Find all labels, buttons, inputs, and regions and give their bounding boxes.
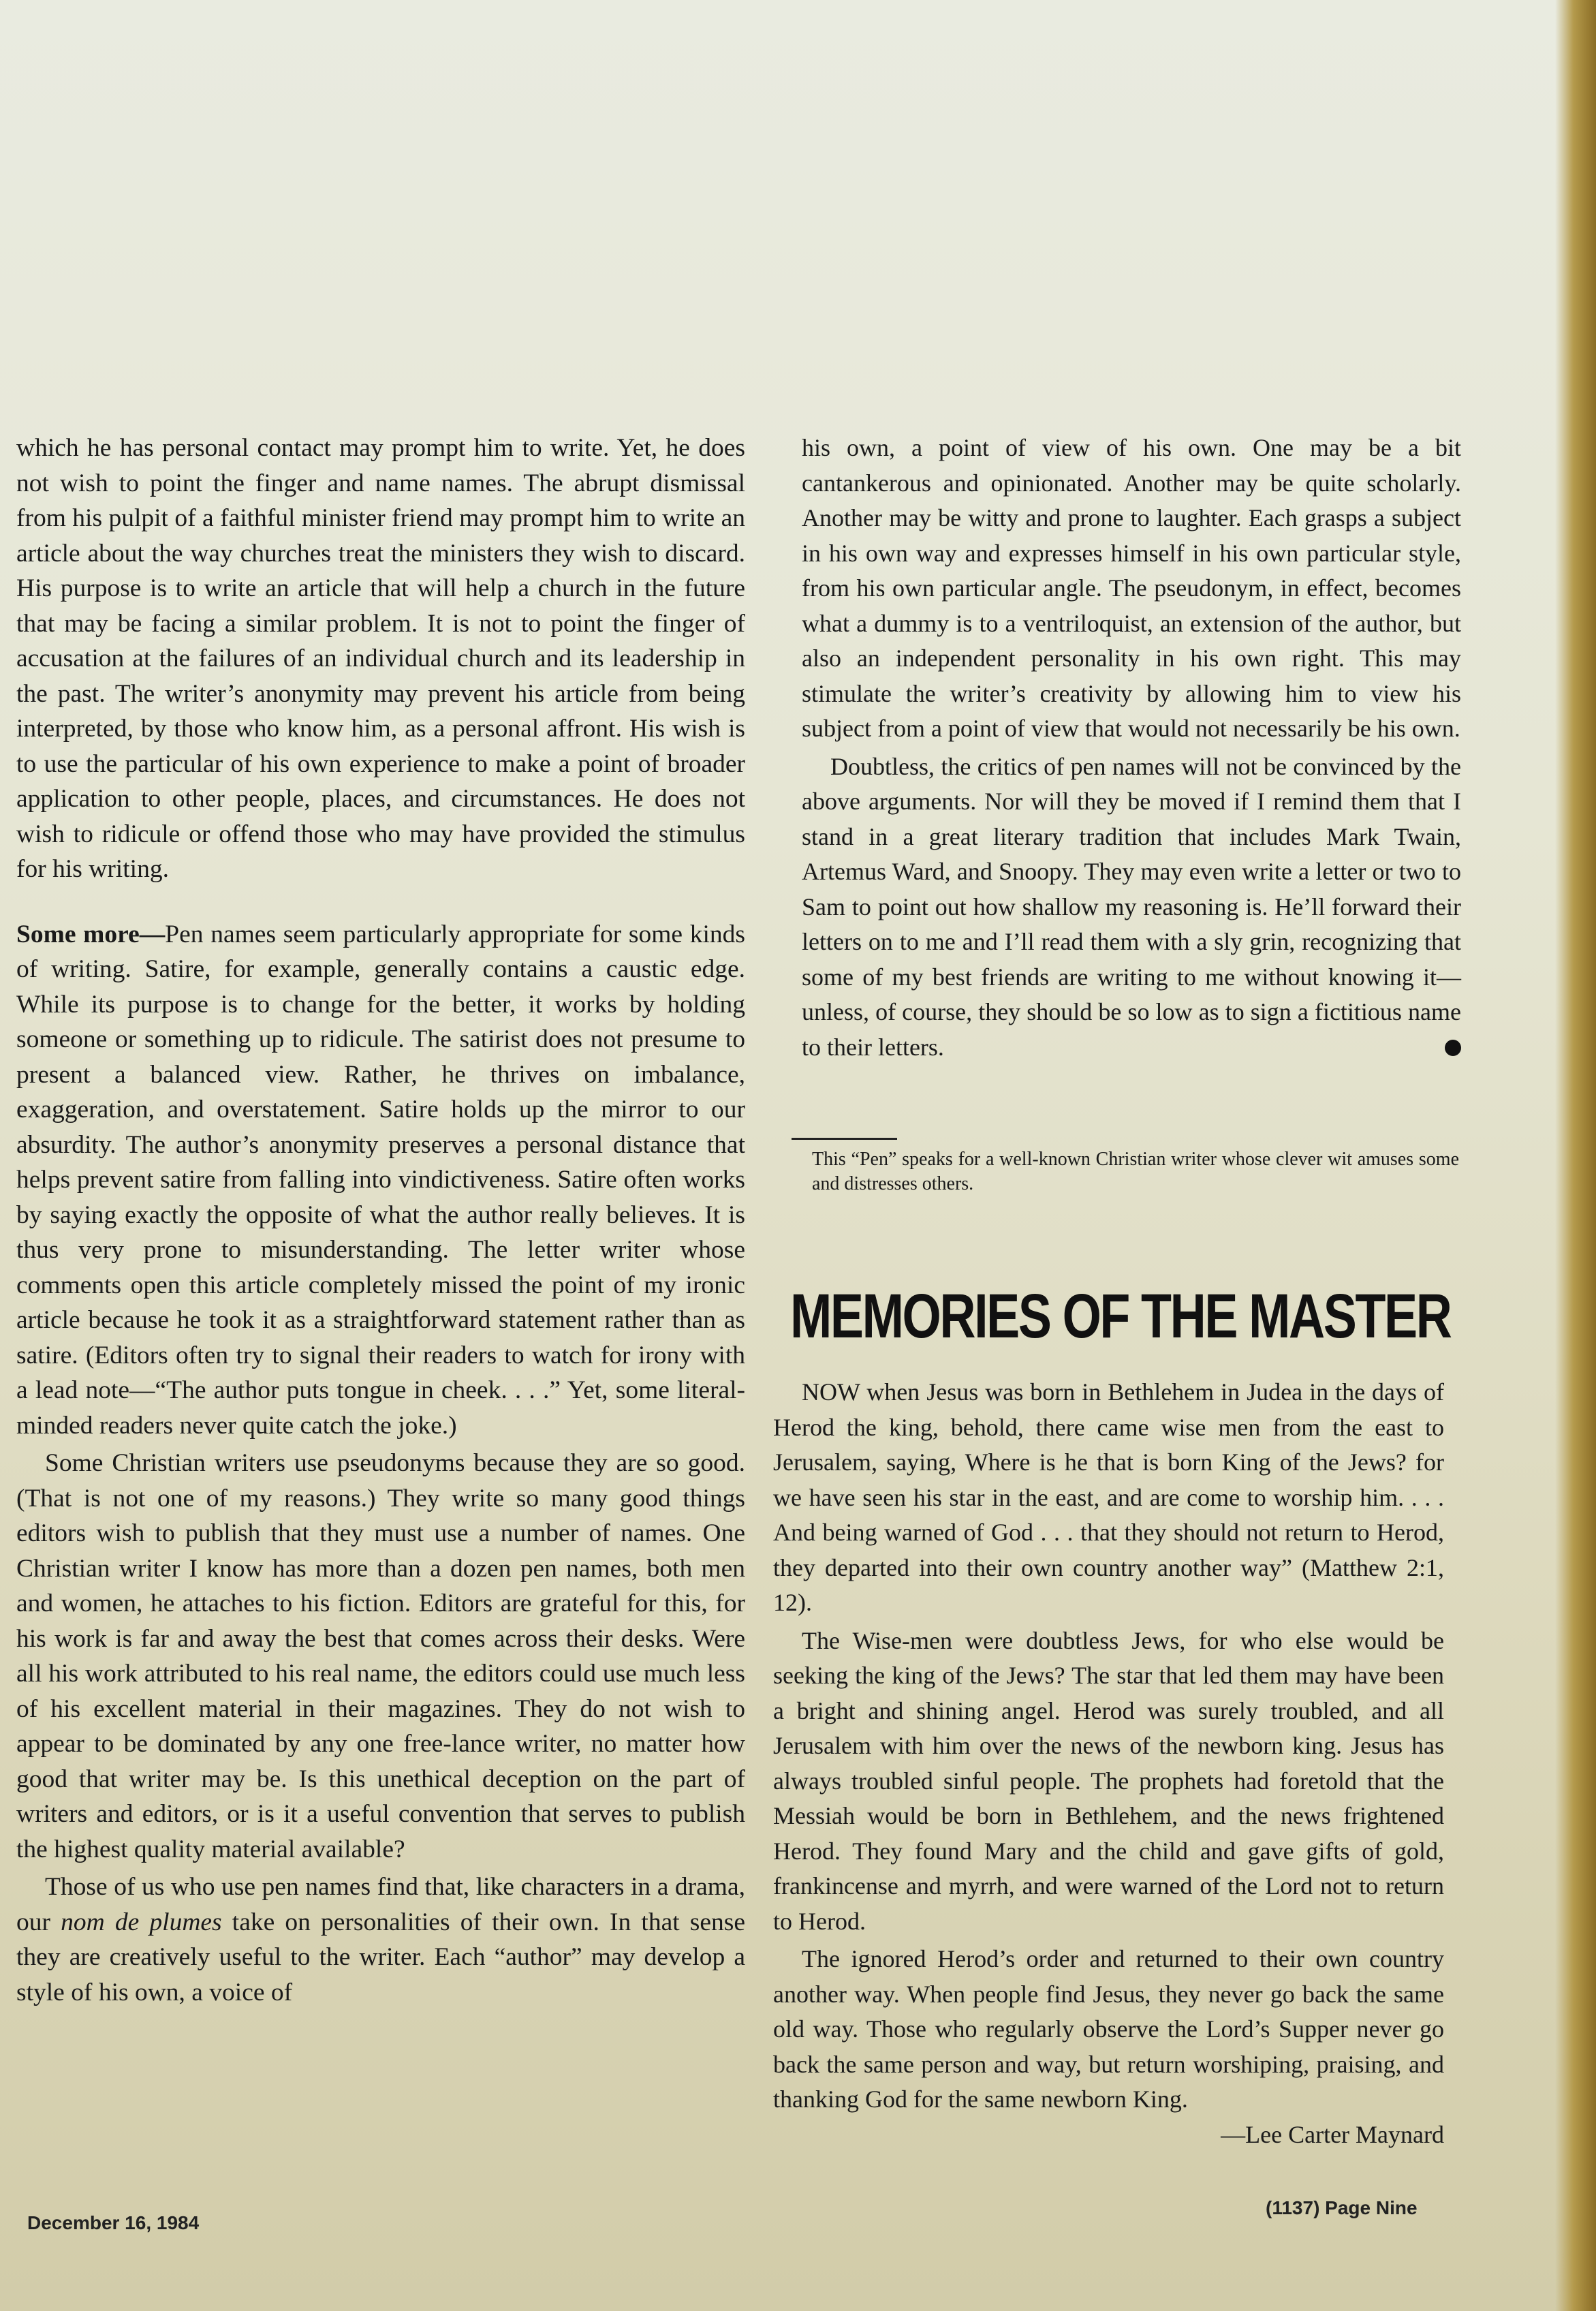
paragraph: The ignored Herod’s order and returned to their own country another way. When people find Jesus, they never go back the same old way. Those who regularly observe the Lord’s Supper never go back the same person and way, but return worshiping, praising, and thanking God for the same newborn King. xyxy=(773,1945,1444,2113)
run-in-heading: Some more— xyxy=(16,920,166,948)
author-signature: —Lee Carter Maynard xyxy=(1221,2120,1444,2148)
page-number: (1137) Page Nine xyxy=(1266,2197,1418,2218)
italic-term: nom de plumes xyxy=(61,1908,222,1936)
paragraph: which he has personal contact may prompt him to write. Yet, he does not wish to point the finger and name names. The abrupt dismissal from his pulpit of a faithful minister friend may prompt him to write an article about the way churches treat the ministers they wish to discard. His purpose is to write an article that will help a church in the future that may be facing a similar problem. It is not to point the finger of accusation at the failures of an individual church and its leadership in the past. The writer’s anonymity may prevent his article from being interpreted, by those who know him, as a personal affront. His wish is to use the particular of his own experience to make a point of broader application to other people, places, and circumstances. He does not wish to ridicule or offend those who may have provided the stimulus for his writing. xyxy=(16,434,745,883)
footnote: This “Pen” speaks for a well-known Christian writer whose clever wit amuses some and distresses others. xyxy=(812,1149,1459,1194)
paragraph-text: Pen names seem particularly appropriate for some kinds of writing. Satire, for example, generally contains a caustic edge. While its purpose is to change for the better, it works by holding someone or something up to ridicule. The satirist does not presume to present a balanced view. Rather, he thrives on imbalance, exaggeration, and overstatement. Satire holds up the mirror to our absurdity. The author’s anonymity preserves a personal distance that helps prevent satire from falling into vindictiveness. Satire often works by saying exactly the opposite of what the author really believes. It is thus very prone to misunderstanding. The letter writer whose comments open this article completely missed the point of my ironic article because he took it as a straightforward statement rather than as satire. (Editors often try to signal their readers to watch for irony with a lead note—“The author puts tongue in cheek. . . .” Yet, some literal-minded readers never quite catch the joke.) xyxy=(16,920,746,1440)
paragraph: NOW when Jesus was born in Bethlehem in Judea in the days of Herod the king, behold, there came wise men from the east to Jerusalem, saying, Where is he that is born King of the Jews? for we have seen his star in the east, and are come to worship him. . . . And being warned of God . . . that they should not return to Herod, they departed into their own country another way” (Matthew 2:1, 12). xyxy=(773,1378,1444,1616)
paragraph-text: Doubtless, the critics of pen names will not be convinced by the above arguments. Nor will they be moved if I remind them that I stand in a great literary tradition that includes Mark Twain, Artemus Ward, and Snoopy. They may even write a letter or two to Sam to point out how shallow my reasoning is. He’ll forward their letters on to me and I’ll read them with a sly grin, recognizing that some of my best friends are writing to me without knowing it—unless, of course, they should be so low as to sign a fictitious name to their letters. xyxy=(802,752,1461,1061)
issue-date: December 16, 1984 xyxy=(27,2212,200,2233)
paragraph xyxy=(16,917,745,1444)
left-column xyxy=(16,431,745,2010)
paragraph: Some Christian writers use pseudonyms because they are so good. (That is not one of my reasons.) They write so many good things editors wish to publish that they must use a number of names. One Christian writer I know has more than a dozen pen names, both men and women, he attaches to his fiction. Editors are grateful for this, for his work is far and away the best that comes across their desks. Were all his work attributed to his real name, the editors could use much less of his excellent material in their magazines. They do not wish to appear to be dominated by any one free-lance writer, no matter how good that writer may be. Is this unethical deception on the part of writers and editors, or is it a useful convention that serves to publish the highest quality material available? xyxy=(16,1449,745,1863)
page-edge xyxy=(1555,0,1596,2311)
memories-body xyxy=(773,1375,1444,2152)
paragraph-text: take on personalities of their own. In that sense they are creatively useful to the writer. Each “author” may develop a style of his own, a voice of xyxy=(16,1908,745,2006)
footnote-rule xyxy=(792,1138,897,1140)
paragraph xyxy=(802,749,1461,1066)
right-column xyxy=(802,431,1461,1065)
paragraph: The Wise-men were doubtless Jews, for who else would be seeking the king of the Jews? The star that led them may have been a bright and shining angel. Herod was surely troubled, and all Jerusalem with him over the news of the newborn king. Jesus has always troubled sinful people. The prophets had foretold that the Messiah would be born in Bethlehem, and the news frightened Herod. They found Mary and the child and gave gifts of gold, frankincense and myrrh, and were warned of the Lord not to return to Herod. xyxy=(773,1626,1444,1935)
end-of-article-bullet-icon xyxy=(1445,1040,1461,1056)
paragraph xyxy=(16,1870,745,2010)
memories-title: MEMORIES OF THE MASTER xyxy=(790,1282,1451,1351)
paragraph: his own, a point of view of his own. One may be a bit cantankerous and opinionated. Another may be quite scholarly. Another may be witty and prone to laughter. Each grasps a subject in his own way and expresses himself in his own particular style, from his own particular angle. The pseudonym, in effect, becomes what a dummy is to a ventriloquist, an extension of the author, but also an independent personality in his own right. This may stimulate the writer’s creativity by allowing him to view his subject from a point of view that would not necessarily be his own. xyxy=(802,434,1461,742)
paragraph-text: Those of us who use pen names find that, like characters in a drama, our xyxy=(16,1873,745,1936)
